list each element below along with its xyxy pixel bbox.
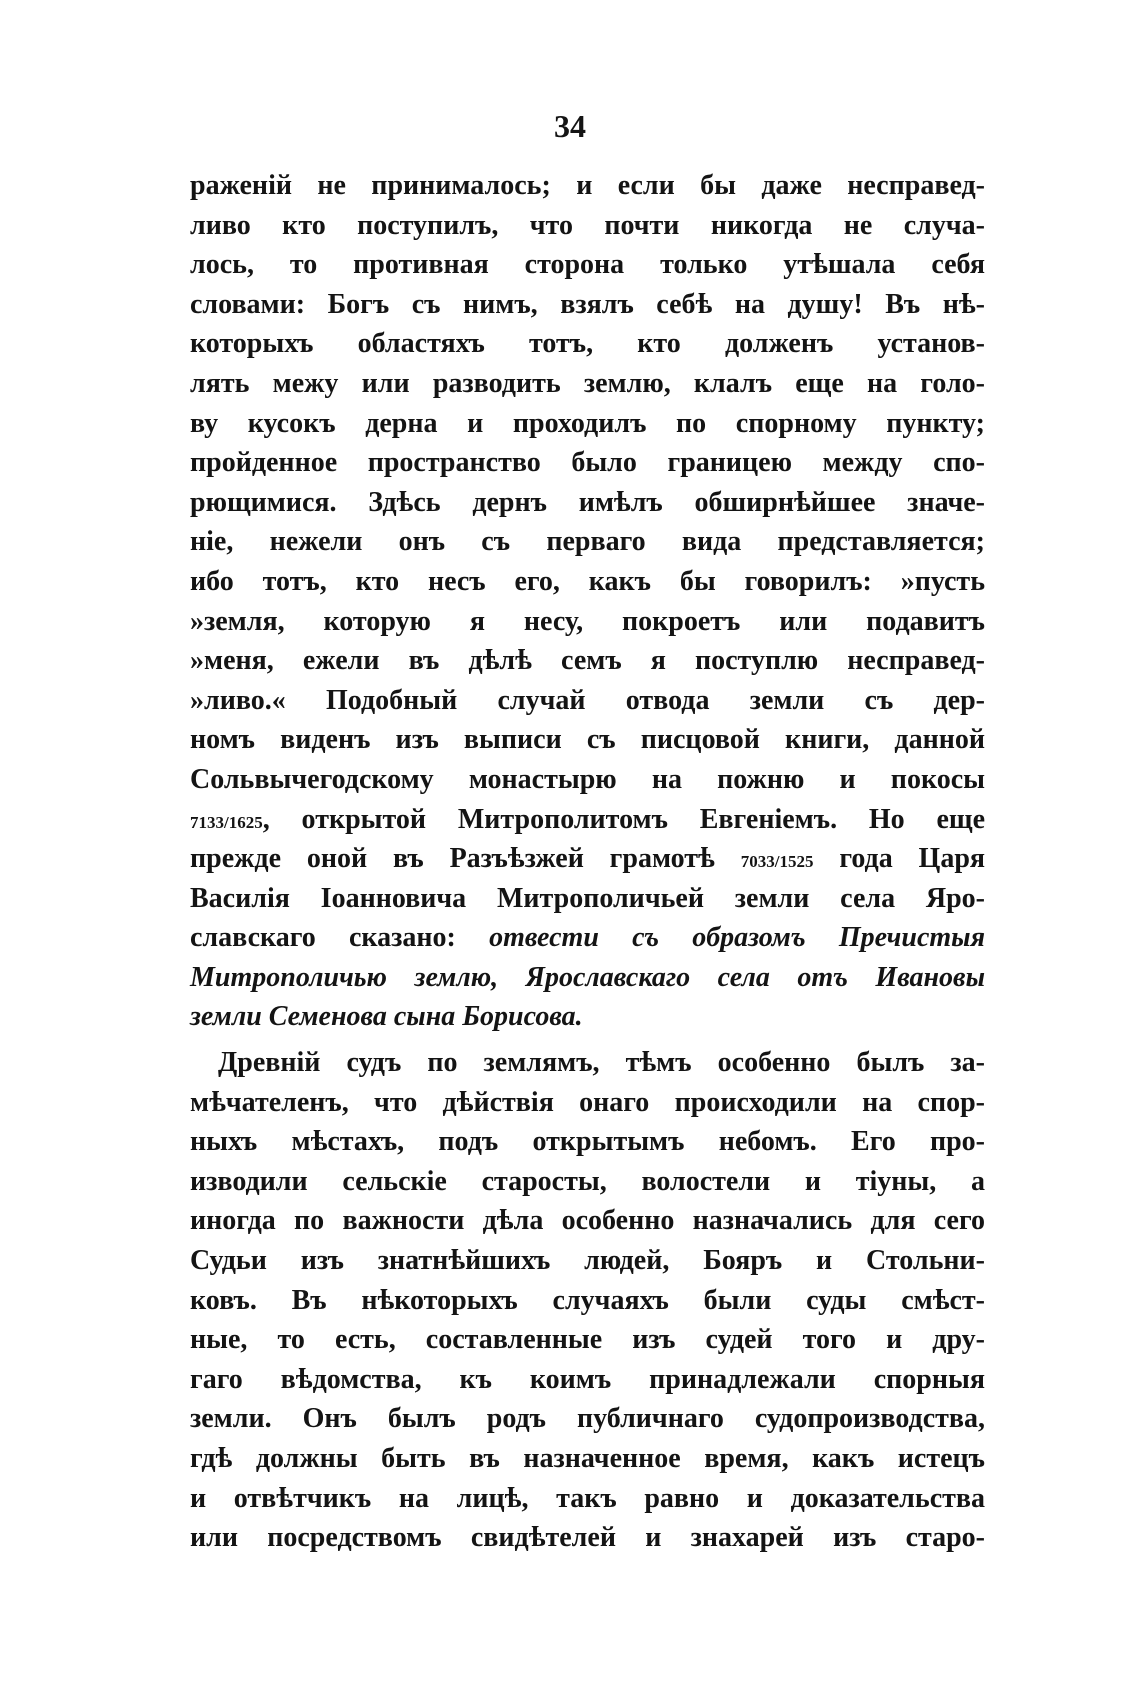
text-line	[190, 918, 985, 958]
text-line	[190, 800, 985, 840]
italic-quote-line: Митрополичью землю, Ярославскаго села отъ Ивановы	[190, 961, 985, 993]
text-segment: года Царя	[839, 843, 986, 875]
text-line: раженій не принималось; и если бы даже несправед-	[190, 170, 985, 201]
text-line: изводили сельскіе старосты, волостели и тіуны, а	[190, 1165, 985, 1197]
body-text	[190, 166, 985, 1558]
italic-quote-line: земли Семенова сына Борисова.	[190, 1001, 583, 1033]
year-fraction: 7133/1625	[190, 812, 263, 832]
text-line: гаго вѣдомства, къ коимъ принадлежали спорныя	[190, 1363, 985, 1395]
paragraph-2	[190, 1043, 985, 1558]
text-line: которыхъ областяхъ тотъ, кто долженъ установ-	[190, 328, 985, 360]
text-segment: славскаго сказано:	[190, 922, 456, 954]
text-line: гдѣ должны быть въ назначенное время, какъ истецъ	[190, 1443, 985, 1474]
text-line: мѣчателенъ, что дѣйствія онаго происходили на спор-	[190, 1086, 985, 1118]
text-line: и отвѣтчикъ на лицѣ, такъ равно и доказательства	[190, 1482, 985, 1514]
text-line: Сольвычегодскому монастырю на пожню и покосы	[190, 763, 985, 795]
text-line: »ливо.« Подобный случай отвода земли съ дер-	[190, 684, 985, 716]
text-line	[190, 839, 985, 879]
text-segment: прежде оной въ Разъѣзжей грамотѣ	[190, 843, 715, 875]
text-line: »земля, которую я несу, покроетъ или подавитъ	[190, 605, 985, 637]
text-segment: , открытой Митрополитомъ Евгеніемъ. Но еще	[262, 803, 985, 835]
italic-quote: отвести съ образомъ Пречистыя	[489, 922, 986, 954]
year-fraction: 7033/1525	[740, 852, 814, 872]
text-line: земли. Онъ былъ родъ публичнаго судопроизводства,	[190, 1403, 985, 1435]
text-line: рющимися. Здѣсь дернъ имѣлъ обширнѣйшее значе-	[190, 486, 985, 518]
text-line: ибо тотъ, кто несъ его, какъ бы говорилъ: »пусть	[190, 565, 985, 597]
paragraph-1	[190, 166, 985, 1037]
text-line: »меня, ежели въ дѣлѣ семъ я поступлю несправед-	[190, 645, 985, 677]
text-line: иногда по важности дѣла особенно назначались для сего	[190, 1205, 985, 1237]
page-number: 34	[554, 108, 586, 144]
text-line: или посредствомъ свидѣтелей и знахарей изъ старо-	[190, 1522, 985, 1554]
text-line: ніе, нежели онъ съ перваго вида представляется;	[190, 526, 985, 558]
text-line: ныхъ мѣстахъ, подъ открытымъ небомъ. Его про-	[190, 1126, 985, 1158]
text-line: ные, то есть, составленные изъ судей того и дру-	[190, 1324, 985, 1356]
text-line: Древній судъ по землямъ, тѣмъ особенно былъ за-	[218, 1047, 985, 1079]
text-line: пройденное пространство было границею между спо-	[190, 447, 985, 479]
text-line: лять межу или разводить землю, клалъ еще на голо-	[190, 367, 985, 399]
text-line: Судьи изъ знатнѣйшихъ людей, Бояръ и Стольни-	[190, 1245, 985, 1277]
text-line: ву кусокъ дерна и проходилъ по спорному пункту;	[190, 407, 985, 439]
text-line: лось, то противная сторона только утѣшала себя	[190, 249, 985, 281]
text-line: номъ виденъ изъ выписи съ писцовой книги, данной	[190, 724, 985, 756]
text-line: ливо кто поступилъ, что почти никогда не случа-	[190, 209, 985, 241]
text-line: словами: Богъ съ нимъ, взялъ себѣ на душу! Въ нѣ-	[190, 288, 985, 320]
text-line: ковъ. Въ нѣкоторыхъ случаяхъ были суды смѣст-	[190, 1284, 985, 1316]
text-line: Василія Іоанновича Митрополичьей земли села Яро-	[190, 882, 985, 914]
